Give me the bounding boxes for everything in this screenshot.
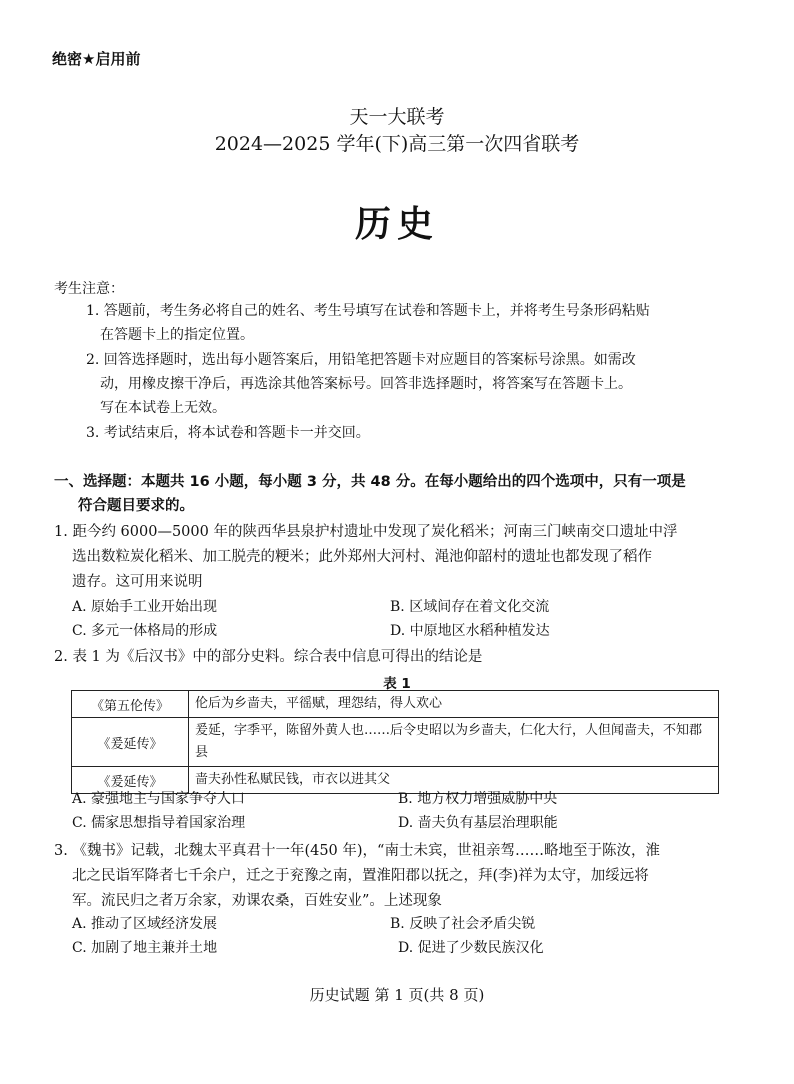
question-3-option-d: D. 促进了少数民族汉化 <box>398 940 544 956</box>
section-heading-line-1: 一、选择题：本题共 16 小题，每小题 3 分，共 48 分。在每小题给出的四个选项中，只有一项是 <box>54 474 686 490</box>
question-1-line-3: 遗存。这可用来说明 <box>72 574 203 590</box>
question-1-option-d: D. 中原地区水稻种植发达 <box>390 623 550 639</box>
table-source-cell: 《爰延传》 <box>72 718 189 767</box>
table-text-cell: 伦后为乡啬夫，平徭赋，理怨结，得人欢心 <box>189 691 719 718</box>
question-3-option-c: C. 加剧了地主兼并土地 <box>72 940 218 956</box>
table-text-cell: 啬夫孙性私赋民钱，市衣以进其父 <box>189 767 719 794</box>
question-1-option-b: B. 区域间存在着文化交流 <box>390 599 550 615</box>
question-2-option-b: B. 地方权力增强威胁中央 <box>398 791 558 807</box>
notice-heading: 考生注意： <box>54 281 124 297</box>
notice-item-2-line-3: 写在本试卷上无效。 <box>100 400 226 416</box>
table-row <box>72 718 719 767</box>
question-2-option-d: D. 啬夫负有基层治理职能 <box>398 815 558 831</box>
question-3-line-1: 3. 《魏书》记载，北魏太平真君十一年(450 年)，“南士未宾，世祖亲驾……略地至于陈汝，淮 <box>54 843 660 859</box>
notice-item-1-line-1: 1. 答题前，考生务必将自己的姓名、考生号填写在试卷和答题卡上，并将考生号条形码粘贴 <box>86 303 650 319</box>
question-2-option-a: A. 豪强地主与国家争夺人口 <box>72 791 246 807</box>
question-1-option-a: A. 原始手工业开始出现 <box>72 599 218 615</box>
table-caption: 表 1 <box>383 676 411 692</box>
question-3-option-a: A. 推动了区域经济发展 <box>72 916 218 932</box>
subject-title: 历史 <box>354 204 439 245</box>
confidential-label: 绝密★启用前 <box>52 50 141 68</box>
question-2-option-c: C. 儒家思想指导着国家治理 <box>72 815 246 831</box>
exam-organizer: 天一大联考 <box>349 106 445 128</box>
question-3-option-b: B. 反映了社会矛盾尖锐 <box>390 916 536 932</box>
question-1-line-1: 1. 距今约 6000—5000 年的陕西华县泉护村遗址中发现了炭化稻米；河南三门峡南交口遗址中浮 <box>54 524 678 540</box>
notice-item-1-line-2: 在答题卡上的指定位置。 <box>100 327 254 343</box>
table-source-cell: 《爰延传》 <box>72 767 189 794</box>
source-table <box>71 690 719 794</box>
section-heading-line-2: 符合题目要求的。 <box>78 498 194 514</box>
table-text-cell: 爰延，字季平，陈留外黄人也……后令史昭以为乡啬夫，仁化大行，人但闻啬夫，不知郡县 <box>189 718 719 767</box>
exam-title: 2024—2025 学年(下)高三第一次四省联考 <box>214 133 580 155</box>
question-1-option-c: C. 多元一体格局的形成 <box>72 623 218 639</box>
page-footer: 历史试题 第 1 页(共 8 页) <box>309 986 485 1004</box>
table-row <box>72 691 719 718</box>
question-3-line-3: 军。流民归之者万余家，劝课农桑，百姓安业”。上述现象 <box>72 893 442 909</box>
notice-item-3-line-1: 3. 考试结束后，将本试卷和答题卡一并交回。 <box>86 425 370 441</box>
question-1-line-2: 选出数粒炭化稻米、加工脱壳的粳米；此外郑州大河村、渑池仰韶村的遗址也都发现了稻作 <box>72 549 652 565</box>
question-3-line-2: 北之民诣军降者七千余户，迁之于兖豫之南，置淮阳郡以抚之，拜(李)祥为太守，加绥远将 <box>72 868 649 884</box>
notice-item-2-line-1: 2. 回答选择题时，选出每小题答案后，用铅笔把答题卡对应题目的答案标号涂黑。如需改 <box>86 352 636 368</box>
question-2-line-1: 2. 表 1 为《后汉书》中的部分史料。综合表中信息可得出的结论是 <box>54 649 483 665</box>
table-source-cell: 《第五伦传》 <box>72 691 189 718</box>
notice-item-2-line-2: 动，用橡皮擦干净后，再选涂其他答案标号。回答非选择题时，将答案写在答题卡上。 <box>100 376 632 392</box>
